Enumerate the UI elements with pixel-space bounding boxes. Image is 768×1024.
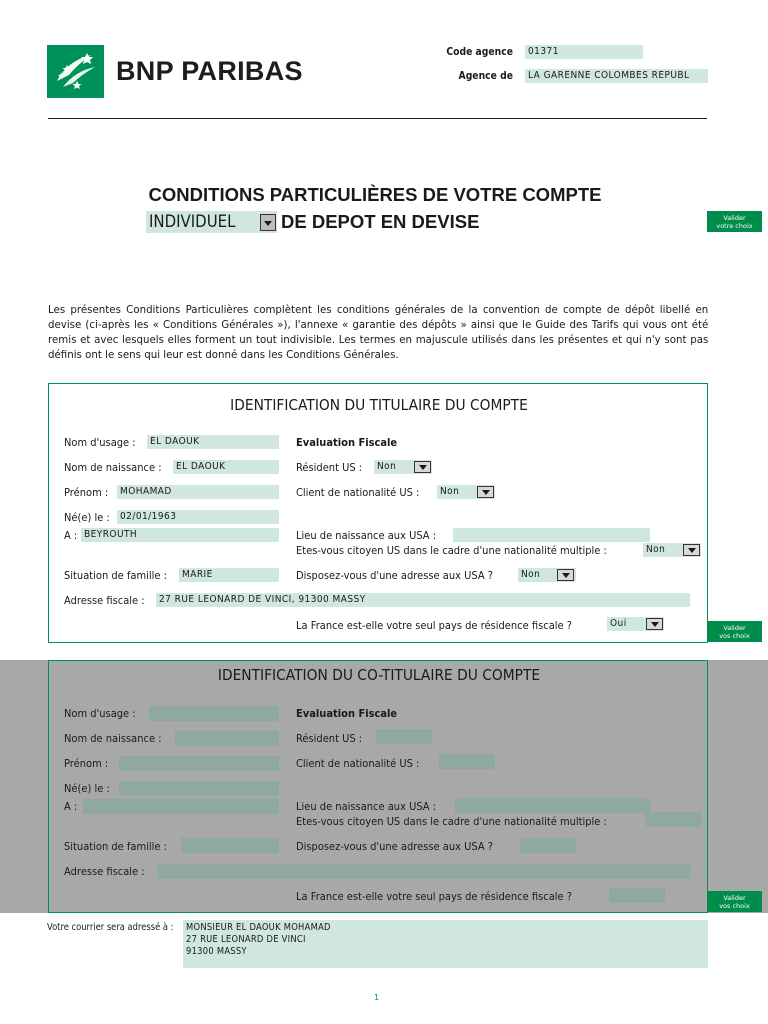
valider-button-line2: votre choix bbox=[716, 222, 753, 230]
valider-button-line1: Valider bbox=[723, 894, 746, 902]
evaluation-fiscale-heading: Evaluation Fiscale bbox=[296, 436, 398, 449]
nom-usage-field[interactable]: EL DAOUK bbox=[147, 435, 279, 449]
brand-name: BNP PARIBAS bbox=[116, 56, 303, 86]
co-evaluation-fiscale-heading: Evaluation Fiscale bbox=[296, 707, 398, 720]
valider-button-line1: Valider bbox=[723, 624, 746, 632]
mailing-address-line2: 27 RUE LEONARD DE VINCI bbox=[186, 934, 306, 945]
chevron-down-icon bbox=[261, 215, 275, 230]
co-lieu-naissance-field[interactable] bbox=[83, 799, 279, 814]
co-situation-famille-label: Situation de famille : bbox=[64, 840, 167, 853]
resident-us-dropdown-arrow[interactable] bbox=[414, 461, 431, 473]
nom-naissance-field[interactable]: EL DAOUK bbox=[173, 460, 279, 474]
valider-cotitulaire-button[interactable] bbox=[707, 891, 762, 912]
page-title: CONDITIONS PARTICULIÈRES DE VOTRE COMPTE bbox=[148, 184, 602, 205]
intro-paragraph: Les présentes Conditions Particulières complètent les conditions générales de la convention de compte de dépôt libellé en devise (ci-après les « Conditions Générales »), l'annexe « garantie des dépôts » ainsi que le Guide des Tarifs qui vous ont été remis et avec lesquels elles forment un tout indivisible. Les termes en majuscule utilisés dans les présentes et qui n'y sont pas définis ont le sens qui leur est donné dans les Conditions Générales. bbox=[48, 303, 709, 361]
co-citoyen-us-field[interactable] bbox=[646, 812, 702, 827]
co-france-residence-label: La France est-elle votre seul pays de résidence fiscale ? bbox=[296, 890, 573, 903]
co-nom-naissance-field[interactable] bbox=[175, 731, 279, 746]
co-resident-us-label: Résident US : bbox=[296, 732, 363, 745]
co-nom-usage-field[interactable] bbox=[149, 706, 279, 721]
cotitulaire-section bbox=[48, 660, 708, 913]
mailing-address-line3: 91300 MASSY bbox=[186, 946, 247, 957]
client-us-dropdown-arrow[interactable] bbox=[477, 486, 494, 498]
co-adresse-fiscale-field[interactable] bbox=[158, 864, 690, 879]
co-adresse-usa-field[interactable] bbox=[520, 838, 576, 853]
citoyen-us-label: Etes-vous citoyen US dans le cadre d'une nationalité multiple : bbox=[296, 544, 607, 557]
cotitulaire-section-title: IDENTIFICATION DU CO-TITULAIRE DU COMPTE bbox=[217, 666, 541, 684]
code-agence-label: Code agence bbox=[446, 45, 513, 58]
titulaire-section bbox=[48, 383, 708, 643]
nom-usage-label: Nom d'usage : bbox=[64, 436, 136, 449]
mailing-address-line1: MONSIEUR EL DAOUK MOHAMAD bbox=[186, 922, 331, 933]
france-residence-label: La France est-elle votre seul pays de résidence fiscale ? bbox=[296, 619, 573, 632]
titulaire-section-title: IDENTIFICATION DU TITULAIRE DU COMPTE bbox=[230, 396, 528, 414]
bnp-logo bbox=[47, 45, 104, 98]
co-adresse-usa-label: Disposez-vous d'une adresse aux USA ? bbox=[296, 840, 494, 853]
valider-titulaire-button[interactable] bbox=[707, 621, 762, 642]
lieu-naissance-label: A : bbox=[64, 529, 78, 542]
lieu-naissance-usa-field[interactable] bbox=[453, 528, 650, 542]
account-type-dropdown[interactable]: INDIVIDUEL bbox=[146, 211, 277, 233]
situation-famille-field[interactable]: MARIE bbox=[179, 568, 279, 582]
adresse-usa-dropdown[interactable]: Non bbox=[518, 568, 576, 582]
resident-us-label: Résident US : bbox=[296, 461, 363, 474]
co-lieu-naissance-label: A : bbox=[64, 800, 78, 813]
france-residence-dropdown-arrow[interactable] bbox=[646, 618, 663, 630]
co-client-us-label: Client de nationalité US : bbox=[296, 757, 420, 770]
lieu-naissance-field[interactable]: BEYROUTH bbox=[81, 528, 279, 542]
co-prenom-field[interactable] bbox=[119, 756, 279, 771]
header-divider bbox=[48, 118, 707, 119]
co-france-residence-field[interactable] bbox=[609, 888, 665, 903]
france-residence-dropdown[interactable]: Oui bbox=[607, 617, 664, 631]
valider-button-line1: Valider bbox=[723, 214, 746, 222]
account-type-dropdown-arrow[interactable] bbox=[260, 214, 276, 231]
code-agence-field[interactable]: 01371 bbox=[525, 45, 643, 59]
co-client-us-field[interactable] bbox=[439, 754, 495, 769]
prenom-field[interactable]: MOHAMAD bbox=[117, 485, 279, 499]
mailing-address-field[interactable] bbox=[183, 920, 708, 968]
valider-button-line2: vos choix bbox=[719, 632, 750, 640]
mailing-address-label: Votre courrier sera adressé à : bbox=[47, 922, 174, 933]
stars-logo-icon bbox=[47, 45, 104, 98]
valider-button-line2: vos choix bbox=[719, 902, 750, 910]
prenom-label: Prénom : bbox=[64, 486, 109, 499]
co-nom-usage-label: Nom d'usage : bbox=[64, 707, 136, 720]
adresse-usa-dropdown-arrow[interactable] bbox=[557, 569, 574, 581]
page-number: 1 bbox=[374, 993, 380, 1002]
co-ne-le-field[interactable] bbox=[119, 781, 279, 796]
agence-de-label: Agence de bbox=[458, 69, 513, 82]
adresse-fiscale-label: Adresse fiscale : bbox=[64, 594, 145, 607]
citoyen-us-dropdown-arrow[interactable] bbox=[683, 544, 700, 556]
page-title-line2: DE DEPOT EN DEVISE bbox=[281, 211, 480, 232]
client-us-label: Client de nationalité US : bbox=[296, 486, 420, 499]
co-situation-famille-field[interactable] bbox=[181, 838, 279, 853]
valider-choix-button[interactable] bbox=[707, 211, 762, 232]
ne-le-field[interactable]: 02/01/1963 bbox=[117, 510, 279, 524]
co-prenom-label: Prénom : bbox=[64, 757, 109, 770]
adresse-fiscale-field[interactable]: 27 RUE LEONARD DE VINCI, 91300 MASSY bbox=[156, 593, 690, 607]
co-lieu-naissance-usa-label: Lieu de naissance aux USA : bbox=[296, 800, 437, 813]
adresse-usa-label: Disposez-vous d'une adresse aux USA ? bbox=[296, 569, 494, 582]
citoyen-us-dropdown[interactable]: Non bbox=[643, 543, 701, 557]
resident-us-dropdown[interactable]: Non bbox=[374, 460, 432, 474]
ne-le-label: Né(e) le : bbox=[64, 511, 110, 524]
situation-famille-label: Situation de famille : bbox=[64, 569, 167, 582]
co-nom-naissance-label: Nom de naissance : bbox=[64, 732, 162, 745]
co-ne-le-label: Né(e) le : bbox=[64, 782, 110, 795]
nom-naissance-label: Nom de naissance : bbox=[64, 461, 162, 474]
lieu-naissance-usa-label: Lieu de naissance aux USA : bbox=[296, 529, 437, 542]
co-lieu-naissance-usa-field[interactable] bbox=[455, 798, 650, 813]
co-adresse-fiscale-label: Adresse fiscale : bbox=[64, 865, 145, 878]
co-citoyen-us-label: Etes-vous citoyen US dans le cadre d'une nationalité multiple : bbox=[296, 815, 607, 828]
client-us-dropdown[interactable]: Non bbox=[437, 485, 495, 499]
agence-de-field[interactable]: LA GARENNE COLOMBES REPUBL bbox=[525, 69, 708, 83]
co-resident-us-field[interactable] bbox=[376, 729, 432, 744]
